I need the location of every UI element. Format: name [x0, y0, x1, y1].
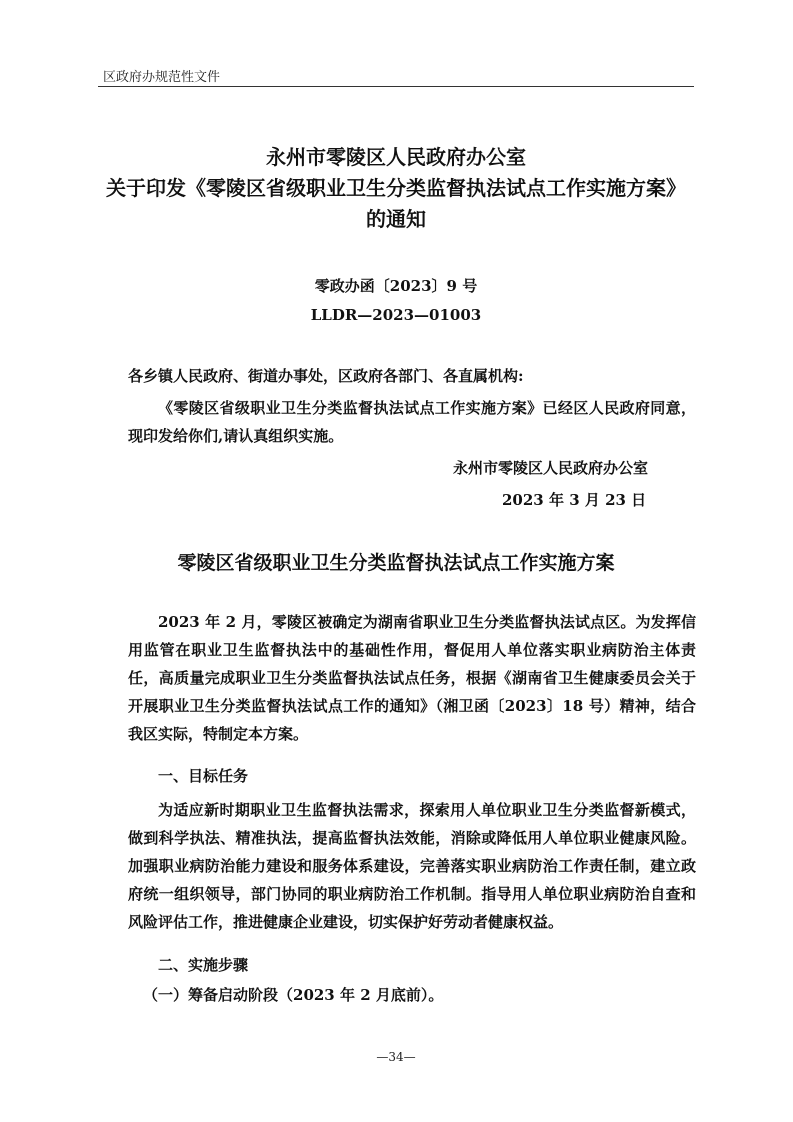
addressee: 各乡镇人民政府、街道办事处，区政府各部门、各直属机构: — [128, 367, 524, 385]
title-line-1: 永州市零陵区人民政府办公室 — [266, 145, 526, 169]
subsection-heading-preparation: （一）筹备启动阶段（2023 年 2 月底前）。 — [143, 986, 444, 1004]
page-number: —34— — [376, 1050, 416, 1064]
section-heading-goals: 一、目标任务 — [158, 767, 249, 785]
intro-paragraph: 2023 年 2 月，零陵区被确定为湖南省职业卫生分类监督执法试点区。为发挥信用监管在职业卫生监督执法中的基础性作用，督促用人单位落实职业病防治主体责任，高质量完成职业卫生分类监督执法试点任务，根据《湖南省卫生健康委员会关于开展职业卫生分类监督执法试点工作的通知》（湘卫函〔2023〕18 号）精神，结合我区实际，特制定本方案。 — [128, 613, 696, 743]
section-heading-steps: 二、实施步骤 — [158, 956, 249, 974]
goals-paragraph: 为适应新时期职业卫生监督执法需求，探索用人单位职业卫生分类监督新模式，做到科学执法、精准执法，提高监督执法效能，消除或降低用人单位职业健康风险。加强职业病防治能力建设和服务体系建设，完善落实职业病防治工作责任制，建立政府统一组织领导，部门协同的职业病防治工作机制。指导用人单位职业病防治自查和风险评估工作，推进健康企业建设，切实保护好劳动者健康权益。 — [128, 801, 696, 931]
title-line-3: 的通知 — [366, 207, 426, 231]
document-title — [98, 142, 694, 235]
header-label: 区政府办规范性文件 — [103, 70, 221, 85]
document-number: 零政办函〔2023〕9 号 — [314, 277, 478, 295]
signature-org: 永州市零陵区人民政府办公室 — [453, 459, 649, 477]
signature-date: 2023 年 3 月 23 日 — [502, 491, 647, 509]
notice-paragraph: 《零陵区省级职业卫生分类监督执法试点工作实施方案》已经区人民政府同意，现印发给你们,请认真组织实施。 — [128, 399, 696, 445]
plan-title: 零陵区省级职业卫生分类监督执法试点工作实施方案 — [177, 552, 615, 574]
header-divider — [98, 86, 694, 87]
document-code: LLDR—2023—01003 — [310, 306, 482, 324]
title-line-2: 关于印发《零陵区省级职业卫生分类监督执法试点工作实施方案》 — [106, 176, 686, 200]
